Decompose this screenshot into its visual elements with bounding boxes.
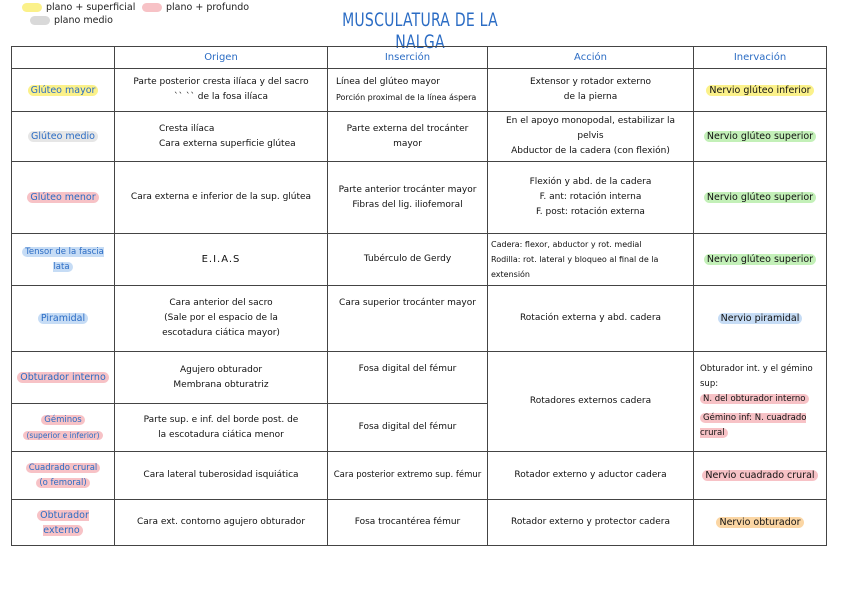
text-line: (Sale por el espacio de la xyxy=(164,313,278,323)
text-line: F. post: rotación externa xyxy=(536,207,645,217)
table-row xyxy=(12,452,827,500)
text-line: Tubérculo de Gerdy xyxy=(363,254,452,264)
legend-item-profundo xyxy=(142,2,249,13)
legend-swatch-yellow xyxy=(22,3,42,12)
text-line: Agujero obturador xyxy=(179,364,263,375)
text-line: Membrana obturatriz xyxy=(173,379,269,390)
text-line: la escotadura ciática menor xyxy=(158,429,284,440)
accion-cell xyxy=(488,69,694,112)
muscle-label: Glúteo medio xyxy=(28,131,98,142)
nerve-label: Nervio glúteo superior xyxy=(704,254,816,265)
text-line: Cara superior trocánter mayor xyxy=(339,298,476,308)
muscle-label: Obturador externo xyxy=(37,510,89,536)
accion-cell xyxy=(488,112,694,162)
inervacion-cell xyxy=(694,286,827,352)
insercion-cell xyxy=(328,452,488,500)
text-line: Abductor de la cadera (con flexión) xyxy=(511,146,670,156)
text-line xyxy=(16,413,110,428)
accion-cell xyxy=(488,162,694,234)
nerve-label: Nervio glúteo inferior xyxy=(706,85,813,96)
inervacion-cell xyxy=(694,452,827,500)
text-line: Cara anterior del sacro xyxy=(169,298,273,308)
origen-cell xyxy=(115,404,328,452)
header-accion: Acción xyxy=(488,47,694,69)
nerve-label: Nervio obturador xyxy=(716,517,803,528)
insercion-cell xyxy=(328,69,488,112)
table-row xyxy=(12,112,827,162)
muscle-label: Tensor de la fascia lata xyxy=(22,247,104,272)
text-line: de la pierna xyxy=(563,92,618,102)
legend-item-medio xyxy=(30,15,113,26)
text-line: Fosa digital del fémur xyxy=(358,422,457,432)
origen-cell xyxy=(115,286,328,352)
muscle-label: Glúteo mayor xyxy=(28,85,99,96)
text-line: Cara externa superficie glútea xyxy=(159,138,296,149)
muscle-sublabel: (superior e inferior) xyxy=(23,431,102,440)
legend-label: plano + profundo xyxy=(166,2,250,13)
origen-cell xyxy=(115,500,328,546)
text-line: Cresta ilíaca xyxy=(159,123,215,134)
nerve-label: N. del obturador interno xyxy=(700,394,809,404)
header-inervacion: Inervación xyxy=(694,47,827,69)
muscle-label: Géminos xyxy=(41,415,84,425)
origen-cell xyxy=(115,352,328,404)
text-line: `` `` de la fosa ilíaca xyxy=(174,92,268,102)
muscle-name xyxy=(12,69,115,112)
text-line: Rotadores externos cadera xyxy=(529,396,652,406)
muscle-name xyxy=(12,500,115,546)
text-line: F. ant: rotación interna xyxy=(539,192,642,202)
muscle-name xyxy=(12,404,115,452)
nerve-label: Nervio glúteo superior xyxy=(704,131,816,142)
header-insercion: Inserción xyxy=(328,47,488,69)
table-row xyxy=(12,500,827,546)
text-line: Obturador int. y el gémino sup: xyxy=(700,364,813,389)
table-row xyxy=(12,234,827,286)
insercion-cell xyxy=(328,404,488,452)
insercion-cell xyxy=(328,112,488,162)
text-line: En el apoyo monopodal, estabilizar la pelvis xyxy=(505,116,676,141)
muscle-name xyxy=(12,162,115,234)
text-line: Cadera: flexor, abductor y rot. medial xyxy=(491,240,642,249)
text-line xyxy=(16,461,110,476)
text-line: Rodilla: rot. lateral y bloqueo al final de la extensión xyxy=(491,255,659,279)
muscle-label: Cuadrado crural xyxy=(26,463,101,473)
table-header-row xyxy=(12,47,827,69)
text-line xyxy=(16,428,110,443)
nerve-label: Nervio glúteo superior xyxy=(704,192,816,203)
accion-cell xyxy=(488,234,694,286)
inervacion-cell xyxy=(694,162,827,234)
accion-cell xyxy=(488,286,694,352)
text-line: Rotador externo y aductor cadera xyxy=(514,470,667,480)
text-line: Línea del glúteo mayor xyxy=(336,77,440,87)
accion-cell xyxy=(488,500,694,546)
muscle-sublabel: (o femoral) xyxy=(36,478,89,488)
origen-cell xyxy=(115,234,328,286)
text-line xyxy=(16,476,110,491)
accion-cell xyxy=(488,452,694,500)
nerve-label: Nervio piramidal xyxy=(718,313,803,324)
insercion-cell xyxy=(328,286,488,352)
header-empty xyxy=(12,47,115,69)
table-row xyxy=(12,286,827,352)
text-line: Porción proximal de la línea áspera xyxy=(336,93,477,102)
text-line: Flexión y abd. de la cadera xyxy=(529,177,652,187)
text-line: Cara externa e inferior de la sup. glútea xyxy=(130,192,312,202)
inervacion-cell xyxy=(694,500,827,546)
nerve-label: Gémino inf: N. cuadrado crural xyxy=(700,413,807,438)
text-line: Parte externa del trocánter mayor xyxy=(346,123,469,149)
text-line: Parte posterior cresta ilíaca y del sacro xyxy=(133,77,309,87)
origen-cell xyxy=(115,112,328,162)
muscle-name xyxy=(12,286,115,352)
origen-cell xyxy=(115,452,328,500)
header-origen: Origen xyxy=(115,47,328,69)
accion-cell-shared xyxy=(488,352,694,452)
text-line: Extensor y rotador externo xyxy=(529,77,652,87)
inervacion-cell-shared xyxy=(694,352,827,452)
insercion-cell xyxy=(328,352,488,404)
muscle-label: Piramidal xyxy=(38,313,88,324)
origen-cell xyxy=(115,69,328,112)
muscle-name xyxy=(12,234,115,286)
legend-label: plano + superficial xyxy=(46,2,136,13)
muscle-label: Obturador interno xyxy=(17,372,109,383)
legend-item-superficial xyxy=(22,2,135,13)
inervacion-cell xyxy=(694,234,827,286)
origen-cell xyxy=(115,162,328,234)
table-row xyxy=(12,352,827,404)
muscle-name xyxy=(12,452,115,500)
text-line: Fosa trocantérea fémur xyxy=(354,517,461,527)
inervacion-cell xyxy=(694,112,827,162)
legend-label: plano medio xyxy=(54,15,113,26)
table-row xyxy=(12,162,827,234)
muscle-name xyxy=(12,352,115,404)
text-line: Rotador externo y protector cadera xyxy=(510,517,670,527)
text-line: Rotación externa y abd. cadera xyxy=(519,313,662,323)
text-line: E.I.A.S xyxy=(201,254,241,265)
muscle-table xyxy=(11,46,827,546)
inervacion-cell xyxy=(694,69,827,112)
text-line xyxy=(700,411,822,441)
legend-swatch-pink xyxy=(142,3,162,12)
text-line: Fosa digital del fémur xyxy=(358,364,457,374)
insercion-cell xyxy=(328,162,488,234)
text-line: Cara lateral tuberosidad isquiática xyxy=(143,470,299,480)
text-line xyxy=(700,392,822,407)
muscle-label: Glúteo menor xyxy=(27,192,98,203)
insercion-cell xyxy=(328,234,488,286)
nerve-label: Nervio cuadrado crural xyxy=(702,470,817,481)
text-line: Parte sup. e inf. del borde post. de xyxy=(143,414,299,425)
table-row xyxy=(12,69,827,112)
insercion-cell xyxy=(328,500,488,546)
text-line: Parte anterior trocánter mayor xyxy=(338,184,477,195)
text-line: Fibras del lig. iliofemoral xyxy=(352,199,463,210)
page-title: MUSCULATURA DE LA NALGA xyxy=(342,9,498,53)
muscle-name xyxy=(12,112,115,162)
text-line: Cara posterior extremo sup. fémur xyxy=(333,470,482,480)
legend-swatch-grey xyxy=(30,16,50,25)
text-line: Cara ext. contorno agujero obturador xyxy=(136,517,306,527)
text-line: escotadura ciática mayor) xyxy=(162,328,280,338)
